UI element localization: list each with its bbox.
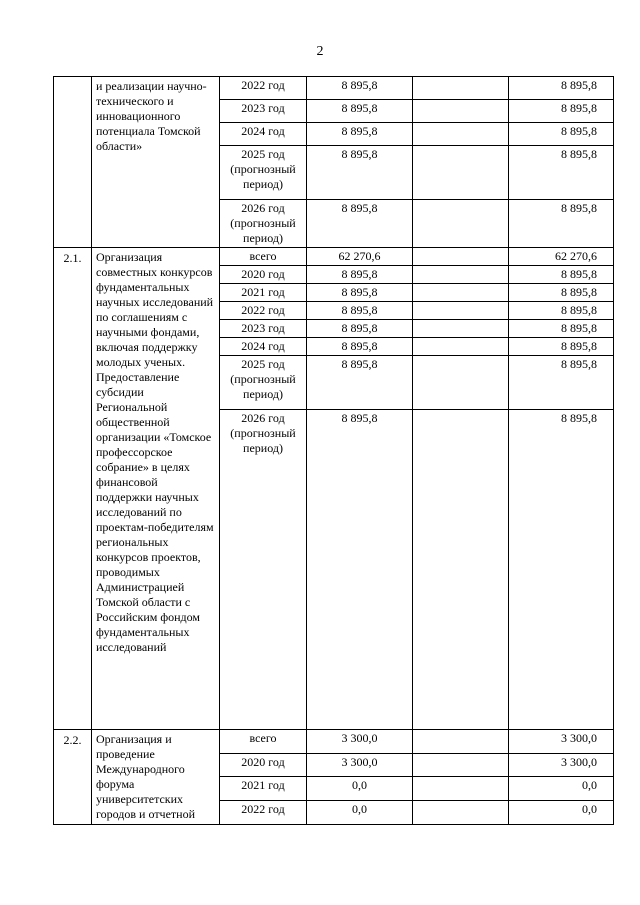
period-cell: всего <box>220 730 307 754</box>
total-cell: 8 895,8 <box>509 356 614 410</box>
period-cell: 2023 год <box>220 100 307 123</box>
empty-cell <box>413 100 509 123</box>
amount-cell: 0,0 <box>307 777 413 800</box>
empty-cell <box>413 777 509 800</box>
total-cell: 8 895,8 <box>509 284 614 302</box>
period-cell: 2026 год (прогнозный период) <box>220 410 307 730</box>
amount-cell: 0,0 <box>307 800 413 824</box>
empty-cell <box>413 284 509 302</box>
empty-cell <box>413 123 509 146</box>
amount-cell: 8 895,8 <box>307 410 413 730</box>
amount-cell: 8 895,8 <box>307 356 413 410</box>
total-cell: 8 895,8 <box>509 338 614 356</box>
period-cell: 2025 год (прогнозный период) <box>220 146 307 200</box>
amount-cell: 8 895,8 <box>307 266 413 284</box>
item-number: 2.1. <box>54 248 92 730</box>
item-description: и реализации научно-технического и инновационного потенциала Томской области» <box>92 77 220 248</box>
empty-cell <box>413 730 509 754</box>
amount-cell: 8 895,8 <box>307 338 413 356</box>
empty-cell <box>413 320 509 338</box>
total-cell: 8 895,8 <box>509 320 614 338</box>
empty-cell <box>413 800 509 824</box>
period-cell: 2024 год <box>220 123 307 146</box>
table-row <box>54 248 614 266</box>
item-number: 2.2. <box>54 730 92 825</box>
amount-cell: 8 895,8 <box>307 284 413 302</box>
total-cell: 3 300,0 <box>509 754 614 777</box>
amount-cell: 3 300,0 <box>307 754 413 777</box>
empty-cell <box>413 200 509 248</box>
total-cell: 8 895,8 <box>509 77 614 100</box>
item-description: Организация совместных конкурсов фундаментальных научных исследований по соглашениям с научными фондами, включая поддержку молодых ученых. Предоставление субсидии Региональной общественной организации «Томское профессорское собрание» в целях финансовой поддержки научных исследований по проектам-победителям региональных конкурсов проектов, проводимых Администрацией Томской области с Российским фондом фундаментальных исследований <box>92 248 220 730</box>
total-cell: 8 895,8 <box>509 146 614 200</box>
amount-cell: 3 300,0 <box>307 730 413 754</box>
total-cell: 8 895,8 <box>509 266 614 284</box>
funding-table <box>53 76 614 825</box>
total-cell: 8 895,8 <box>509 410 614 730</box>
period-cell: 2024 год <box>220 338 307 356</box>
amount-cell: 8 895,8 <box>307 100 413 123</box>
period-cell: 2021 год <box>220 284 307 302</box>
empty-cell <box>413 356 509 410</box>
empty-cell <box>413 302 509 320</box>
period-cell: 2022 год <box>220 302 307 320</box>
empty-cell <box>413 266 509 284</box>
amount-cell: 8 895,8 <box>307 77 413 100</box>
amount-cell: 8 895,8 <box>307 302 413 320</box>
empty-cell <box>413 754 509 777</box>
total-cell: 3 300,0 <box>509 730 614 754</box>
empty-cell <box>413 77 509 100</box>
period-cell: 2020 год <box>220 754 307 777</box>
period-cell: 2022 год <box>220 77 307 100</box>
item-description: Организация и проведение Международного форума университетских городов и отчетной <box>92 730 220 825</box>
period-cell: 2020 год <box>220 266 307 284</box>
empty-cell <box>413 248 509 266</box>
period-cell: 2025 год (прогнозный период) <box>220 356 307 410</box>
empty-cell <box>413 146 509 200</box>
amount-cell: 8 895,8 <box>307 123 413 146</box>
empty-cell <box>413 410 509 730</box>
total-cell: 8 895,8 <box>509 100 614 123</box>
item-number <box>54 77 92 248</box>
total-cell: 8 895,8 <box>509 302 614 320</box>
amount-cell: 8 895,8 <box>307 200 413 248</box>
period-cell: всего <box>220 248 307 266</box>
total-cell: 0,0 <box>509 777 614 800</box>
period-cell: 2022 год <box>220 800 307 824</box>
table-row <box>54 77 614 100</box>
period-cell: 2026 год (прогнозный период) <box>220 200 307 248</box>
page-number: 2 <box>316 44 324 59</box>
period-cell: 2023 год <box>220 320 307 338</box>
table-row <box>54 730 614 754</box>
amount-cell: 62 270,6 <box>307 248 413 266</box>
total-cell: 0,0 <box>509 800 614 824</box>
amount-cell: 8 895,8 <box>307 146 413 200</box>
period-cell: 2021 год <box>220 777 307 800</box>
total-cell: 8 895,8 <box>509 123 614 146</box>
total-cell: 8 895,8 <box>509 200 614 248</box>
amount-cell: 8 895,8 <box>307 320 413 338</box>
total-cell: 62 270,6 <box>509 248 614 266</box>
empty-cell <box>413 338 509 356</box>
